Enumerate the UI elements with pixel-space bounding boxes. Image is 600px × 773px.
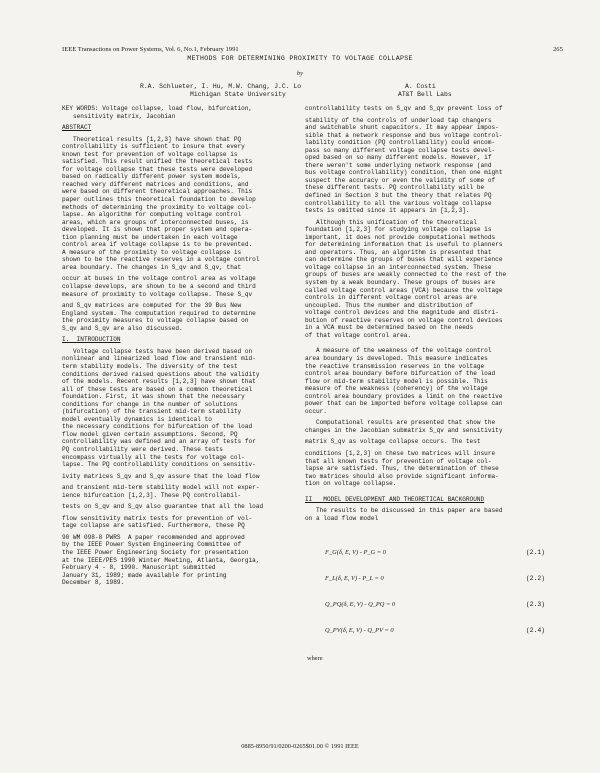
text-line: of the models. Recent results [1,2,3] have shown that xyxy=(62,378,256,386)
text-line: bution of reactive reserves on voltage control devices xyxy=(305,316,503,324)
text-line: conditions [1,2,3] on these two matrices will insure xyxy=(305,449,496,457)
text-line: February 4 - 8, 1990. Manuscript submitted xyxy=(62,564,216,572)
authors-main: R.A. Schlueter, I. Hu, M.W. Chang, J.C. Lo xyxy=(140,83,302,90)
text-line: all of these tests are based on a common theoretical xyxy=(62,385,253,393)
text-line: foundation. First, it was shown that the necessary xyxy=(62,393,245,401)
text-line: Although this unification of the theoretical xyxy=(305,218,477,226)
text-line: methods of determining the proximity to voltage col- xyxy=(62,203,253,211)
text-line: the proximity measures to voltage collapse based on xyxy=(62,317,249,325)
affiliation-main: Michigan State University xyxy=(190,91,286,98)
text-line: S_qv and S_qv are also discussed. xyxy=(62,324,183,332)
equation-number: (2.3) xyxy=(525,601,545,608)
text-line: satisfied. This result unified the theoretical tests xyxy=(62,158,253,166)
text-line: foundation [1,2,3] for studying voltage collapse is xyxy=(305,226,492,234)
text-line: nonlinear and linearized load flow and transient mid- xyxy=(62,355,256,363)
text-line: ivity matrices S_qv and S_qv assure that the load flow xyxy=(62,472,260,480)
text-line: flow or mid-term stability model is possible. This xyxy=(305,377,488,385)
text-line: (bifurcation) of the transient mid-term stability xyxy=(62,408,242,416)
text-line: flow model given certain assumptions. Second, PQ xyxy=(62,430,238,438)
text-line: voltage control devices and the magnitude and distri- xyxy=(305,309,499,317)
text-line: tests on S_qv and S_qv also guarantee that all the load xyxy=(62,503,264,511)
text-line: based on radically different power system models, xyxy=(62,173,242,181)
text-line: the reactive transmission reserves in the voltage xyxy=(305,362,485,370)
text-line: uncoupled. Thus the number and distribution of xyxy=(305,301,474,309)
text-line: controllability to all the various voltage collapse xyxy=(305,199,492,207)
text-line: tage collapse are satisfied. Furthermore, these PQ xyxy=(62,522,245,530)
text-line: on a load flow model xyxy=(305,514,379,522)
text-line: KEY WORDS: Voltage collapse, load flow, bifurcation, xyxy=(62,105,253,112)
text-line: PQ controllability were derived. These tests xyxy=(62,445,223,453)
text-line: were based on different theoretical approaches. This xyxy=(62,188,253,196)
text-line: reached very different matrices and conditions, and xyxy=(62,180,249,188)
text-line: conditions for change in the number of solutions xyxy=(62,400,238,408)
equation-expression: Q_PQ(δ, E, V) - Q_PQ = 0 xyxy=(325,601,396,608)
equation-number: (2.1) xyxy=(525,549,545,556)
section-heading: ABSTRACT xyxy=(62,124,92,132)
text-line: known test for prevention of voltage collapse is xyxy=(62,150,238,158)
text-line: tion planning must be undertaken in each voltage xyxy=(62,233,238,241)
equation-number: (2.2) xyxy=(525,575,545,582)
text-line: Voltage collapse tests have been derived based on xyxy=(62,347,253,355)
text-line: that all known tests for prevention of voltage col- xyxy=(305,457,492,465)
journal-header: IEEE Transactions on Power Systems, Vol. 6, No.1, February 1991 xyxy=(62,46,239,53)
text-line: flow sensitivity matrix tests for prevention of vol- xyxy=(62,514,253,522)
text-line: Computational results are presented that show the xyxy=(305,419,496,427)
text-line: voltage collapse in an interconnected system. These xyxy=(305,263,492,271)
text-line: encompass virtually all the tests for voltage col- xyxy=(62,453,245,461)
text-line: and switchable shunt capacitors. It may appear impos- xyxy=(305,124,499,132)
text-line: controllability was defined and an array of tests for xyxy=(62,438,256,446)
text-line: A measure of the proximity to voltage collapse is xyxy=(62,248,242,256)
text-line: at the IEEE/PES 1990 Winter Meeting, Atlanta, Georgia, xyxy=(62,556,260,564)
equation-number: (2.4) xyxy=(525,627,545,634)
text-line: developed. It is shown that proper system and opera- xyxy=(62,226,253,234)
text-line: for determining information that is useful to planners xyxy=(305,241,503,249)
text-line: controllability tests on S_qv and S_qv prevent loss of xyxy=(305,105,503,112)
where-text: where xyxy=(307,655,323,662)
text-line: control area if voltage collapse is to be prevented. xyxy=(62,241,253,249)
text-line: 90 WM 098-8 PWRS A paper recommended and approved xyxy=(62,533,245,541)
text-line: occur. xyxy=(305,407,327,415)
right-column xyxy=(305,105,555,522)
text-line: power that can be imported before voltage collapse can xyxy=(305,400,503,408)
text-line: control area boundary before bifurcation of the load xyxy=(305,370,496,378)
text-line: England system. The computation required to determine xyxy=(62,309,256,317)
text-line: matrix S_qv as voltage collapse occurs. The test xyxy=(305,438,481,446)
text-line: tests is omitted since it appears in [1,2,3]. xyxy=(305,207,470,215)
by-line: by xyxy=(296,70,304,77)
text-line: area boundary is developed. This measure indicates xyxy=(305,354,488,362)
equation-expression: Q_PV(δ, E, V) - Q_PV = 0 xyxy=(325,627,394,634)
paper-title: METHODS FOR DETERMINING PROXIMITY TO VOLTAGE COLLAPSE xyxy=(187,55,413,62)
text-line: measure of proximity to voltage collapse. These S_qv xyxy=(62,290,253,298)
text-line: area boundary. The changes in S_qv and S_qv, that xyxy=(62,263,242,271)
section-heading: II MODEL DEVELOPMENT AND THEORETICAL BACKGROUND xyxy=(305,495,485,503)
text-line: term stability models. The diversity of the test xyxy=(62,362,238,370)
affiliation-second: AT&T Bell Labs xyxy=(398,91,452,98)
text-line: defined in Section 3 but the theory that relates PQ xyxy=(305,192,492,200)
left-column xyxy=(62,105,312,587)
text-line: areas, which are groups of interconnected buses, is xyxy=(62,218,249,226)
text-line: the IEEE Power Engineering Society for presentation xyxy=(62,548,249,556)
text-line: ience bifurcation [1,2,3]. These PQ controllabil- xyxy=(62,491,242,499)
text-line: controls in different voltage control areas are xyxy=(305,294,477,302)
equation-expression: F_G(δ, E, V) - P_G = 0 xyxy=(325,549,386,556)
page-number: 265 xyxy=(553,46,563,53)
text-line: paper outlines this theoretical foundation to develop xyxy=(62,196,256,204)
text-line: January 31, 1989; made available for printing xyxy=(62,571,227,579)
text-line: can determine the groups of buses that will experience xyxy=(305,256,503,264)
text-line: called voltage control areas (VCA) because the voltage xyxy=(305,286,503,294)
text-line: two matrices should also provide significant informa- xyxy=(305,472,499,480)
text-line: bus voltage controllability) condition, then one might xyxy=(305,169,503,177)
text-line: important, it does not provide computational methods xyxy=(305,233,496,241)
text-line: of that voltage control area. xyxy=(305,331,412,339)
text-line: lability condition (PQ controllability) could encom- xyxy=(305,139,496,147)
text-line: The results to be discussed in this paper are based xyxy=(305,507,503,515)
text-line: A measure of the weakness of the voltage control xyxy=(305,347,492,355)
author-second: A. Costi xyxy=(405,83,436,90)
text-line: pass so many different voltage collapse tests devel- xyxy=(305,146,496,154)
text-line: Theoretical results [1,2,3] have shown that PQ xyxy=(62,135,242,143)
text-line: system by a weak boundary. These groups of buses are xyxy=(305,279,496,287)
text-line: and S_qv matrices are computed for the 39 Bus New xyxy=(62,302,242,310)
copyright-footer: 0885-8950/91/0200-0265$01.00 © 1991 IEEE xyxy=(241,743,359,750)
text-line: there weren't some underlying network response (and xyxy=(305,161,492,169)
text-line: suspect the accuracy or even the validity of some of xyxy=(305,176,496,184)
text-line: collapse develops, are shown to be a second and third xyxy=(62,283,256,291)
text-line: stability of the controls of underload tap changers xyxy=(305,116,492,124)
text-line: controllability is sufficient to insure that every xyxy=(62,143,245,151)
section-heading: I. INTRODUCTION xyxy=(62,336,121,344)
text-line: control area boundary provides a limit on the reactive xyxy=(305,392,503,400)
text-line: lapse are satisfied. Thus, the determination of these xyxy=(305,465,499,473)
text-line: changes in the Jacobian submatrix S_qv and sensitivity xyxy=(305,426,503,434)
text-line: oped based on so many different models. However, if xyxy=(305,154,492,162)
text-line: shown to be the reactive reserves in a voltage control xyxy=(62,256,260,264)
text-line: in a VCA must be determined based on the needs xyxy=(305,324,474,332)
equation-expression: F_L(δ, E, V) - P_L = 0 xyxy=(325,575,384,582)
text-line: conditions derived raised questions about the validity xyxy=(62,370,260,378)
text-line: for voltage collapse that these tests were developed xyxy=(62,165,253,173)
text-line: measure of the weakness (coherency) of the voltage xyxy=(305,385,488,393)
text-line: and transient mid-term stability model will not exper- xyxy=(62,484,260,492)
text-line: lapse. An algorithm for computing voltage control xyxy=(62,211,242,219)
text-line: these different tests. PQ controllability will be xyxy=(305,184,485,192)
text-line: sensitivity matrix, Jacobian xyxy=(62,112,176,120)
text-line: groups of buses are weakly connected to the rest of the xyxy=(305,271,507,279)
text-line: sible that a network response and bus voltage control- xyxy=(305,131,503,139)
text-line: lapse. The PQ controllability conditions on sensitiv- xyxy=(62,461,256,469)
text-line: and operators. Thus, an algorithm is presented that xyxy=(305,248,492,256)
text-line: by the IEEE Power System Engineering Committee of xyxy=(62,541,242,549)
text-line: tion on voltage collapse. xyxy=(305,480,397,488)
text-line: model eventually dynamics is identical to xyxy=(62,415,212,423)
text-line: the necessary conditions for bifurcation of the load xyxy=(62,423,253,431)
text-line: occur at buses in the voltage control area as voltage xyxy=(62,275,256,283)
text-line: December 8, 1989. xyxy=(62,579,125,587)
